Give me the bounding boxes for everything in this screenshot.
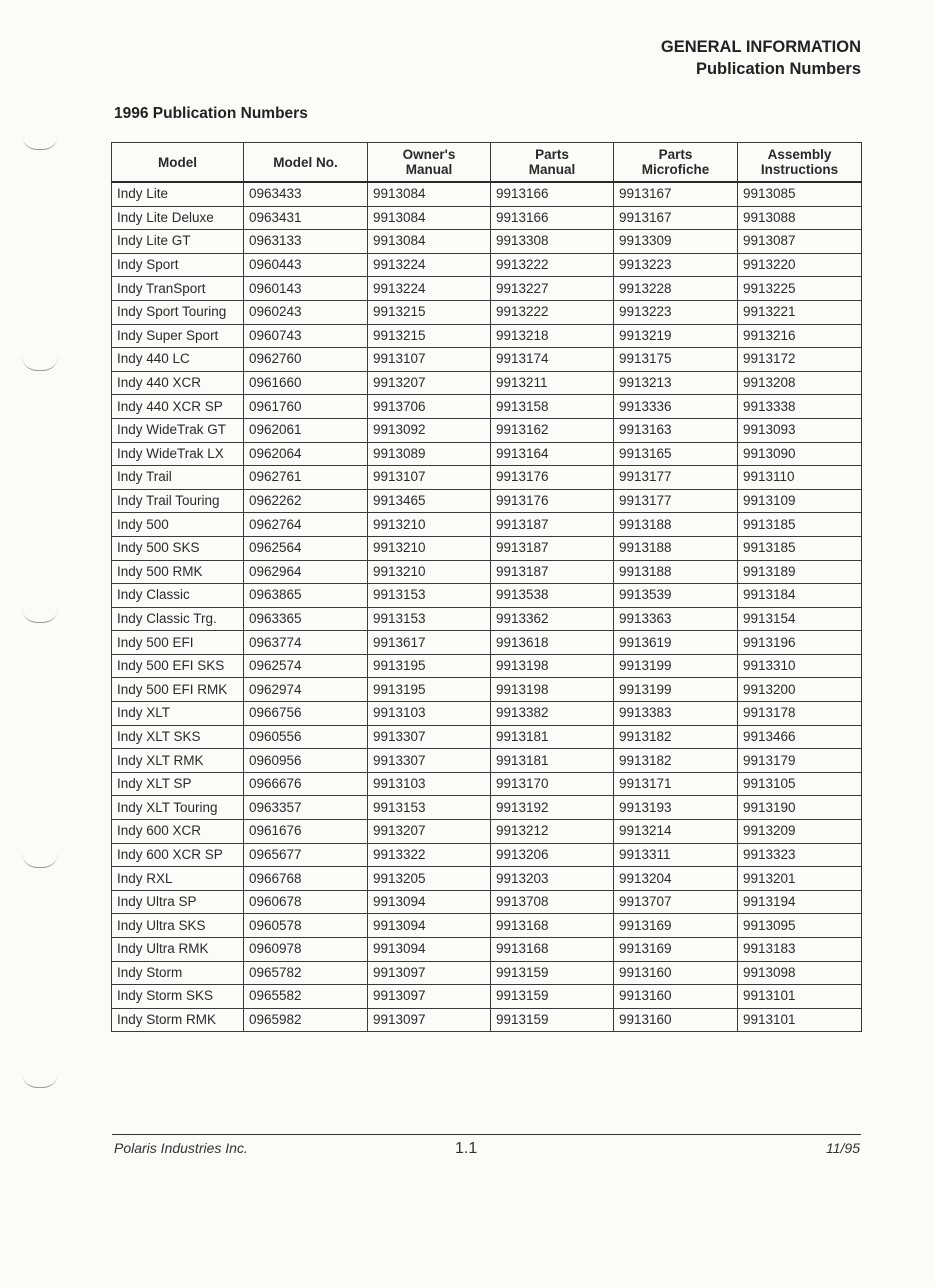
cell-assembly-instructions: 9913095 — [738, 914, 862, 938]
cell-assembly-instructions: 9913185 — [738, 513, 862, 537]
cell-parts-manual: 9913618 — [491, 631, 614, 655]
cell-parts-manual: 9913159 — [491, 985, 614, 1009]
cell-model-no: 0965677 — [244, 843, 368, 867]
cell-parts-microfiche: 9913199 — [614, 654, 738, 678]
cell-parts-manual: 9913174 — [491, 348, 614, 372]
cell-model-no: 0962964 — [244, 560, 368, 584]
cell-model-no: 0966756 — [244, 702, 368, 726]
table-row — [112, 560, 862, 584]
table-row — [112, 277, 862, 301]
cell-assembly-instructions: 9913201 — [738, 867, 862, 891]
table-row — [112, 395, 862, 419]
cell-owners-manual: 9913307 — [368, 749, 491, 773]
cell-model: Indy 440 XCR SP — [112, 395, 244, 419]
cell-model: Indy RXL — [112, 867, 244, 891]
cell-parts-microfiche: 9913167 — [614, 206, 738, 230]
cell-model-no: 0960556 — [244, 725, 368, 749]
cell-parts-manual: 9913206 — [491, 843, 614, 867]
cell-model: Indy Sport — [112, 253, 244, 277]
column-header-parts-microfiche — [614, 143, 738, 183]
cell-parts-manual: 9913212 — [491, 820, 614, 844]
cell-model-no: 0962974 — [244, 678, 368, 702]
cell-parts-microfiche: 9913204 — [614, 867, 738, 891]
table-row — [112, 772, 862, 796]
cell-model-no: 0963774 — [244, 631, 368, 655]
cell-assembly-instructions: 9913310 — [738, 654, 862, 678]
table-row — [112, 418, 862, 442]
cell-owners-manual: 9913092 — [368, 418, 491, 442]
publication-numbers-table — [111, 142, 862, 1032]
cell-model: Indy Ultra SKS — [112, 914, 244, 938]
page-header — [661, 36, 861, 80]
cell-owners-manual: 9913224 — [368, 277, 491, 301]
table-row — [112, 843, 862, 867]
table-row — [112, 654, 862, 678]
cell-model: Indy Super Sport — [112, 324, 244, 348]
cell-parts-manual: 9913168 — [491, 938, 614, 962]
cell-model-no: 0962764 — [244, 513, 368, 537]
cell-model: Indy WideTrak LX — [112, 442, 244, 466]
cell-parts-microfiche: 9913309 — [614, 230, 738, 254]
cell-model-no: 0962761 — [244, 466, 368, 490]
cell-assembly-instructions: 9913090 — [738, 442, 862, 466]
cell-assembly-instructions: 9913101 — [738, 985, 862, 1009]
cell-parts-microfiche: 9913163 — [614, 418, 738, 442]
cell-parts-manual: 9913158 — [491, 395, 614, 419]
cell-model-no: 0962064 — [244, 442, 368, 466]
cell-model-no: 0962574 — [244, 654, 368, 678]
table-row — [112, 489, 862, 513]
cell-model: Indy XLT — [112, 702, 244, 726]
cell-model: Indy Storm SKS — [112, 985, 244, 1009]
cell-assembly-instructions: 9913088 — [738, 206, 862, 230]
footer-date: 11/95 — [826, 1140, 860, 1156]
cell-parts-microfiche: 9913160 — [614, 1008, 738, 1032]
table-row — [112, 678, 862, 702]
cell-parts-microfiche: 9913214 — [614, 820, 738, 844]
cell-owners-manual: 9913207 — [368, 820, 491, 844]
cell-assembly-instructions: 9913184 — [738, 584, 862, 608]
table-row — [112, 890, 862, 914]
cell-model: Indy 500 EFI RMK — [112, 678, 244, 702]
cell-parts-manual: 9913222 — [491, 253, 614, 277]
column-header-model — [112, 143, 244, 183]
cell-assembly-instructions: 9913178 — [738, 702, 862, 726]
cell-model-no: 0966768 — [244, 867, 368, 891]
cell-assembly-instructions: 9913466 — [738, 725, 862, 749]
cell-assembly-instructions: 9913196 — [738, 631, 862, 655]
footer-page-number: 1.1 — [455, 1140, 478, 1157]
cell-model-no: 0963865 — [244, 584, 368, 608]
table-row — [112, 607, 862, 631]
cell-owners-manual: 9913322 — [368, 843, 491, 867]
cell-assembly-instructions: 9913209 — [738, 820, 862, 844]
cell-assembly-instructions: 9913109 — [738, 489, 862, 513]
cell-model: Indy Storm — [112, 961, 244, 985]
column-header-line: Instructions — [760, 162, 839, 177]
cell-owners-manual: 9913617 — [368, 631, 491, 655]
cell-model: Indy XLT Touring — [112, 796, 244, 820]
cell-parts-microfiche: 9913177 — [614, 466, 738, 490]
cell-model-no: 0960743 — [244, 324, 368, 348]
table-row — [112, 442, 862, 466]
cell-parts-manual: 9913187 — [491, 513, 614, 537]
table-row — [112, 725, 862, 749]
cell-parts-microfiche: 9913182 — [614, 725, 738, 749]
cell-parts-manual: 9913176 — [491, 489, 614, 513]
cell-parts-microfiche: 9913182 — [614, 749, 738, 773]
cell-model-no: 0963431 — [244, 206, 368, 230]
cell-model-no: 0963365 — [244, 607, 368, 631]
cell-assembly-instructions: 9913098 — [738, 961, 862, 985]
table-row — [112, 1008, 862, 1032]
cell-owners-manual: 9913097 — [368, 961, 491, 985]
cell-model-no: 0962564 — [244, 536, 368, 560]
cell-model: Indy Ultra RMK — [112, 938, 244, 962]
cell-owners-manual: 9913103 — [368, 702, 491, 726]
footer-company: Polaris Industries Inc. — [114, 1140, 248, 1156]
cell-assembly-instructions: 9913085 — [738, 182, 862, 206]
column-header-owners-manual — [368, 143, 491, 183]
cell-assembly-instructions: 9913338 — [738, 395, 862, 419]
cell-parts-manual: 9913198 — [491, 678, 614, 702]
cell-owners-manual: 9913195 — [368, 678, 491, 702]
cell-model-no: 0965582 — [244, 985, 368, 1009]
column-header-line: Parts — [535, 147, 569, 162]
cell-owners-manual: 9913153 — [368, 607, 491, 631]
cell-assembly-instructions: 9913190 — [738, 796, 862, 820]
cell-assembly-instructions: 9913194 — [738, 890, 862, 914]
cell-model: Indy WideTrak GT — [112, 418, 244, 442]
cell-model: Indy Ultra SP — [112, 890, 244, 914]
cell-owners-manual: 9913094 — [368, 938, 491, 962]
cell-owners-manual: 9913103 — [368, 772, 491, 796]
cell-parts-manual: 9913362 — [491, 607, 614, 631]
cell-parts-microfiche: 9913167 — [614, 182, 738, 206]
binder-hole-mark — [22, 608, 58, 623]
table-row — [112, 253, 862, 277]
cell-assembly-instructions: 9913216 — [738, 324, 862, 348]
cell-model-no: 0960956 — [244, 749, 368, 773]
column-header-line: Model — [158, 154, 197, 170]
cell-model: Indy Classic — [112, 584, 244, 608]
column-header-line: Manual — [405, 162, 453, 177]
cell-owners-manual: 9913195 — [368, 654, 491, 678]
table-row — [112, 466, 862, 490]
table-row — [112, 702, 862, 726]
cell-parts-manual: 9913203 — [491, 867, 614, 891]
header-chapter-title: GENERAL INFORMATION — [660, 38, 861, 56]
cell-parts-microfiche: 9913539 — [614, 584, 738, 608]
cell-owners-manual: 9913210 — [368, 536, 491, 560]
cell-parts-manual: 9913176 — [491, 466, 614, 490]
cell-parts-manual: 9913162 — [491, 418, 614, 442]
cell-parts-microfiche: 9913188 — [614, 513, 738, 537]
cell-parts-microfiche: 9913228 — [614, 277, 738, 301]
column-header-line: Owner's — [402, 147, 456, 162]
table-row — [112, 914, 862, 938]
cell-model: Indy Classic Trg. — [112, 607, 244, 631]
cell-parts-microfiche: 9913160 — [614, 961, 738, 985]
cell-model: Indy Lite Deluxe — [112, 206, 244, 230]
cell-model: Indy Lite GT — [112, 230, 244, 254]
cell-model: Indy 500 RMK — [112, 560, 244, 584]
cell-parts-manual: 9913222 — [491, 300, 614, 324]
cell-parts-manual: 9913181 — [491, 749, 614, 773]
column-header-parts-manual — [491, 143, 614, 183]
table-row — [112, 584, 862, 608]
cell-assembly-instructions: 9913105 — [738, 772, 862, 796]
cell-parts-microfiche: 9913169 — [614, 914, 738, 938]
cell-assembly-instructions: 9913110 — [738, 466, 862, 490]
table-row — [112, 867, 862, 891]
cell-assembly-instructions: 9913183 — [738, 938, 862, 962]
cell-owners-manual: 9913207 — [368, 371, 491, 395]
cell-model: Indy 500 EFI SKS — [112, 654, 244, 678]
cell-owners-manual: 9913097 — [368, 1008, 491, 1032]
cell-assembly-instructions: 9913189 — [738, 560, 862, 584]
cell-owners-manual: 9913084 — [368, 182, 491, 206]
header-section-title: Publication Numbers — [695, 60, 861, 78]
cell-owners-manual: 9913215 — [368, 300, 491, 324]
cell-parts-microfiche: 9913363 — [614, 607, 738, 631]
cell-model-no: 0962262 — [244, 489, 368, 513]
cell-parts-microfiche: 9913199 — [614, 678, 738, 702]
cell-parts-manual: 9913211 — [491, 371, 614, 395]
cell-parts-microfiche: 9913169 — [614, 938, 738, 962]
cell-model-no: 0960143 — [244, 277, 368, 301]
cell-owners-manual: 9913084 — [368, 230, 491, 254]
cell-owners-manual: 9913084 — [368, 206, 491, 230]
cell-model-no: 0966676 — [244, 772, 368, 796]
cell-parts-microfiche: 9913619 — [614, 631, 738, 655]
column-header-line: Microfiche — [641, 162, 710, 177]
section-title: 1996 Publication Numbers — [114, 105, 308, 122]
cell-model: Indy Trail — [112, 466, 244, 490]
cell-model-no: 0961660 — [244, 371, 368, 395]
cell-owners-manual: 9913097 — [368, 985, 491, 1009]
table-row — [112, 820, 862, 844]
cell-model-no: 0961760 — [244, 395, 368, 419]
table-row — [112, 324, 862, 348]
cell-owners-manual: 9913089 — [368, 442, 491, 466]
cell-parts-microfiche: 9913219 — [614, 324, 738, 348]
cell-parts-microfiche: 9913160 — [614, 985, 738, 1009]
cell-model: Indy 440 XCR — [112, 371, 244, 395]
cell-owners-manual: 9913107 — [368, 348, 491, 372]
cell-model: Indy TranSport — [112, 277, 244, 301]
column-header-model-no — [244, 143, 368, 183]
cell-model-no: 0960243 — [244, 300, 368, 324]
cell-assembly-instructions: 9913208 — [738, 371, 862, 395]
binder-hole-mark — [22, 356, 58, 371]
cell-parts-manual: 9913170 — [491, 772, 614, 796]
cell-parts-microfiche: 9913336 — [614, 395, 738, 419]
table-row — [112, 230, 862, 254]
cell-model-no: 0961676 — [244, 820, 368, 844]
cell-model-no: 0965782 — [244, 961, 368, 985]
cell-model-no: 0960678 — [244, 890, 368, 914]
cell-parts-microfiche: 9913223 — [614, 300, 738, 324]
column-header-line: Manual — [528, 162, 576, 177]
cell-model-no: 0962760 — [244, 348, 368, 372]
cell-parts-microfiche: 9913165 — [614, 442, 738, 466]
cell-parts-microfiche: 9913707 — [614, 890, 738, 914]
cell-model-no: 0963357 — [244, 796, 368, 820]
cell-assembly-instructions: 9913220 — [738, 253, 862, 277]
table-row — [112, 371, 862, 395]
table-row — [112, 985, 862, 1009]
binder-hole-mark — [22, 853, 58, 868]
cell-model: Indy Lite — [112, 182, 244, 206]
cell-model: Indy Sport Touring — [112, 300, 244, 324]
cell-owners-manual: 9913094 — [368, 890, 491, 914]
cell-model: Indy 600 XCR SP — [112, 843, 244, 867]
binder-hole-mark — [22, 1073, 58, 1088]
cell-parts-microfiche: 9913188 — [614, 560, 738, 584]
table-row — [112, 938, 862, 962]
cell-parts-microfiche: 9913383 — [614, 702, 738, 726]
cell-assembly-instructions: 9913323 — [738, 843, 862, 867]
cell-parts-microfiche: 9913188 — [614, 536, 738, 560]
cell-assembly-instructions: 9913101 — [738, 1008, 862, 1032]
cell-model: Indy 500 EFI — [112, 631, 244, 655]
cell-parts-manual: 9913164 — [491, 442, 614, 466]
cell-owners-manual: 9913706 — [368, 395, 491, 419]
cell-assembly-instructions: 9913087 — [738, 230, 862, 254]
cell-model: Indy XLT SP — [112, 772, 244, 796]
cell-parts-manual: 9913227 — [491, 277, 614, 301]
cell-owners-manual: 9913224 — [368, 253, 491, 277]
cell-model-no: 0960443 — [244, 253, 368, 277]
table-row — [112, 513, 862, 537]
table-row — [112, 536, 862, 560]
cell-model: Indy XLT SKS — [112, 725, 244, 749]
cell-parts-manual: 9913166 — [491, 206, 614, 230]
cell-model: Indy 500 SKS — [112, 536, 244, 560]
cell-assembly-instructions: 9913179 — [738, 749, 862, 773]
column-header-line: Model No. — [273, 154, 338, 170]
cell-model-no: 0963433 — [244, 182, 368, 206]
cell-parts-manual: 9913708 — [491, 890, 614, 914]
cell-assembly-instructions: 9913172 — [738, 348, 862, 372]
cell-assembly-instructions: 9913221 — [738, 300, 862, 324]
cell-model: Indy 440 LC — [112, 348, 244, 372]
cell-parts-microfiche: 9913193 — [614, 796, 738, 820]
cell-owners-manual: 9913094 — [368, 914, 491, 938]
table-row — [112, 348, 862, 372]
cell-model: Indy 500 — [112, 513, 244, 537]
cell-parts-manual: 9913192 — [491, 796, 614, 820]
cell-parts-manual: 9913181 — [491, 725, 614, 749]
cell-owners-manual: 9913465 — [368, 489, 491, 513]
cell-model: Indy 600 XCR — [112, 820, 244, 844]
cell-parts-manual: 9913308 — [491, 230, 614, 254]
table-row — [112, 631, 862, 655]
cell-parts-microfiche: 9913223 — [614, 253, 738, 277]
cell-parts-microfiche: 9913311 — [614, 843, 738, 867]
cell-owners-manual: 9913215 — [368, 324, 491, 348]
column-header-line: Assembly — [767, 147, 832, 162]
cell-owners-manual: 9913307 — [368, 725, 491, 749]
column-header-line: Parts — [658, 147, 693, 162]
table-row — [112, 961, 862, 985]
cell-parts-manual: 9913159 — [491, 961, 614, 985]
table-row — [112, 206, 862, 230]
cell-assembly-instructions: 9913185 — [738, 536, 862, 560]
table-body — [112, 182, 862, 1032]
footer-divider — [112, 1134, 861, 1135]
cell-parts-microfiche: 9913171 — [614, 772, 738, 796]
cell-parts-manual: 9913168 — [491, 914, 614, 938]
table-row — [112, 749, 862, 773]
cell-parts-manual: 9913198 — [491, 654, 614, 678]
cell-model: Indy XLT RMK — [112, 749, 244, 773]
binder-hole-mark — [22, 135, 58, 150]
cell-parts-manual: 9913166 — [491, 182, 614, 206]
cell-parts-microfiche: 9913177 — [614, 489, 738, 513]
cell-owners-manual: 9913210 — [368, 560, 491, 584]
table-row — [112, 796, 862, 820]
cell-owners-manual: 9913210 — [368, 513, 491, 537]
cell-model: Indy Trail Touring — [112, 489, 244, 513]
cell-owners-manual: 9913107 — [368, 466, 491, 490]
cell-assembly-instructions: 9913154 — [738, 607, 862, 631]
cell-parts-manual: 9913187 — [491, 536, 614, 560]
cell-parts-manual: 9913382 — [491, 702, 614, 726]
cell-parts-manual: 9913159 — [491, 1008, 614, 1032]
table-row — [112, 182, 862, 206]
cell-parts-manual: 9913538 — [491, 584, 614, 608]
cell-model-no: 0963133 — [244, 230, 368, 254]
column-header-assembly-instructions — [738, 143, 862, 183]
cell-model: Indy Storm RMK — [112, 1008, 244, 1032]
table-row — [112, 300, 862, 324]
cell-owners-manual: 9913153 — [368, 796, 491, 820]
cell-model-no: 0962061 — [244, 418, 368, 442]
cell-parts-microfiche: 9913175 — [614, 348, 738, 372]
cell-assembly-instructions: 9913225 — [738, 277, 862, 301]
cell-model-no: 0965982 — [244, 1008, 368, 1032]
cell-model-no: 0960978 — [244, 938, 368, 962]
cell-model-no: 0960578 — [244, 914, 368, 938]
cell-owners-manual: 9913205 — [368, 867, 491, 891]
cell-parts-microfiche: 9913213 — [614, 371, 738, 395]
cell-parts-manual: 9913187 — [491, 560, 614, 584]
cell-owners-manual: 9913153 — [368, 584, 491, 608]
cell-assembly-instructions: 9913093 — [738, 418, 862, 442]
cell-parts-manual: 9913218 — [491, 324, 614, 348]
table-header-row — [112, 143, 862, 183]
cell-assembly-instructions: 9913200 — [738, 678, 862, 702]
